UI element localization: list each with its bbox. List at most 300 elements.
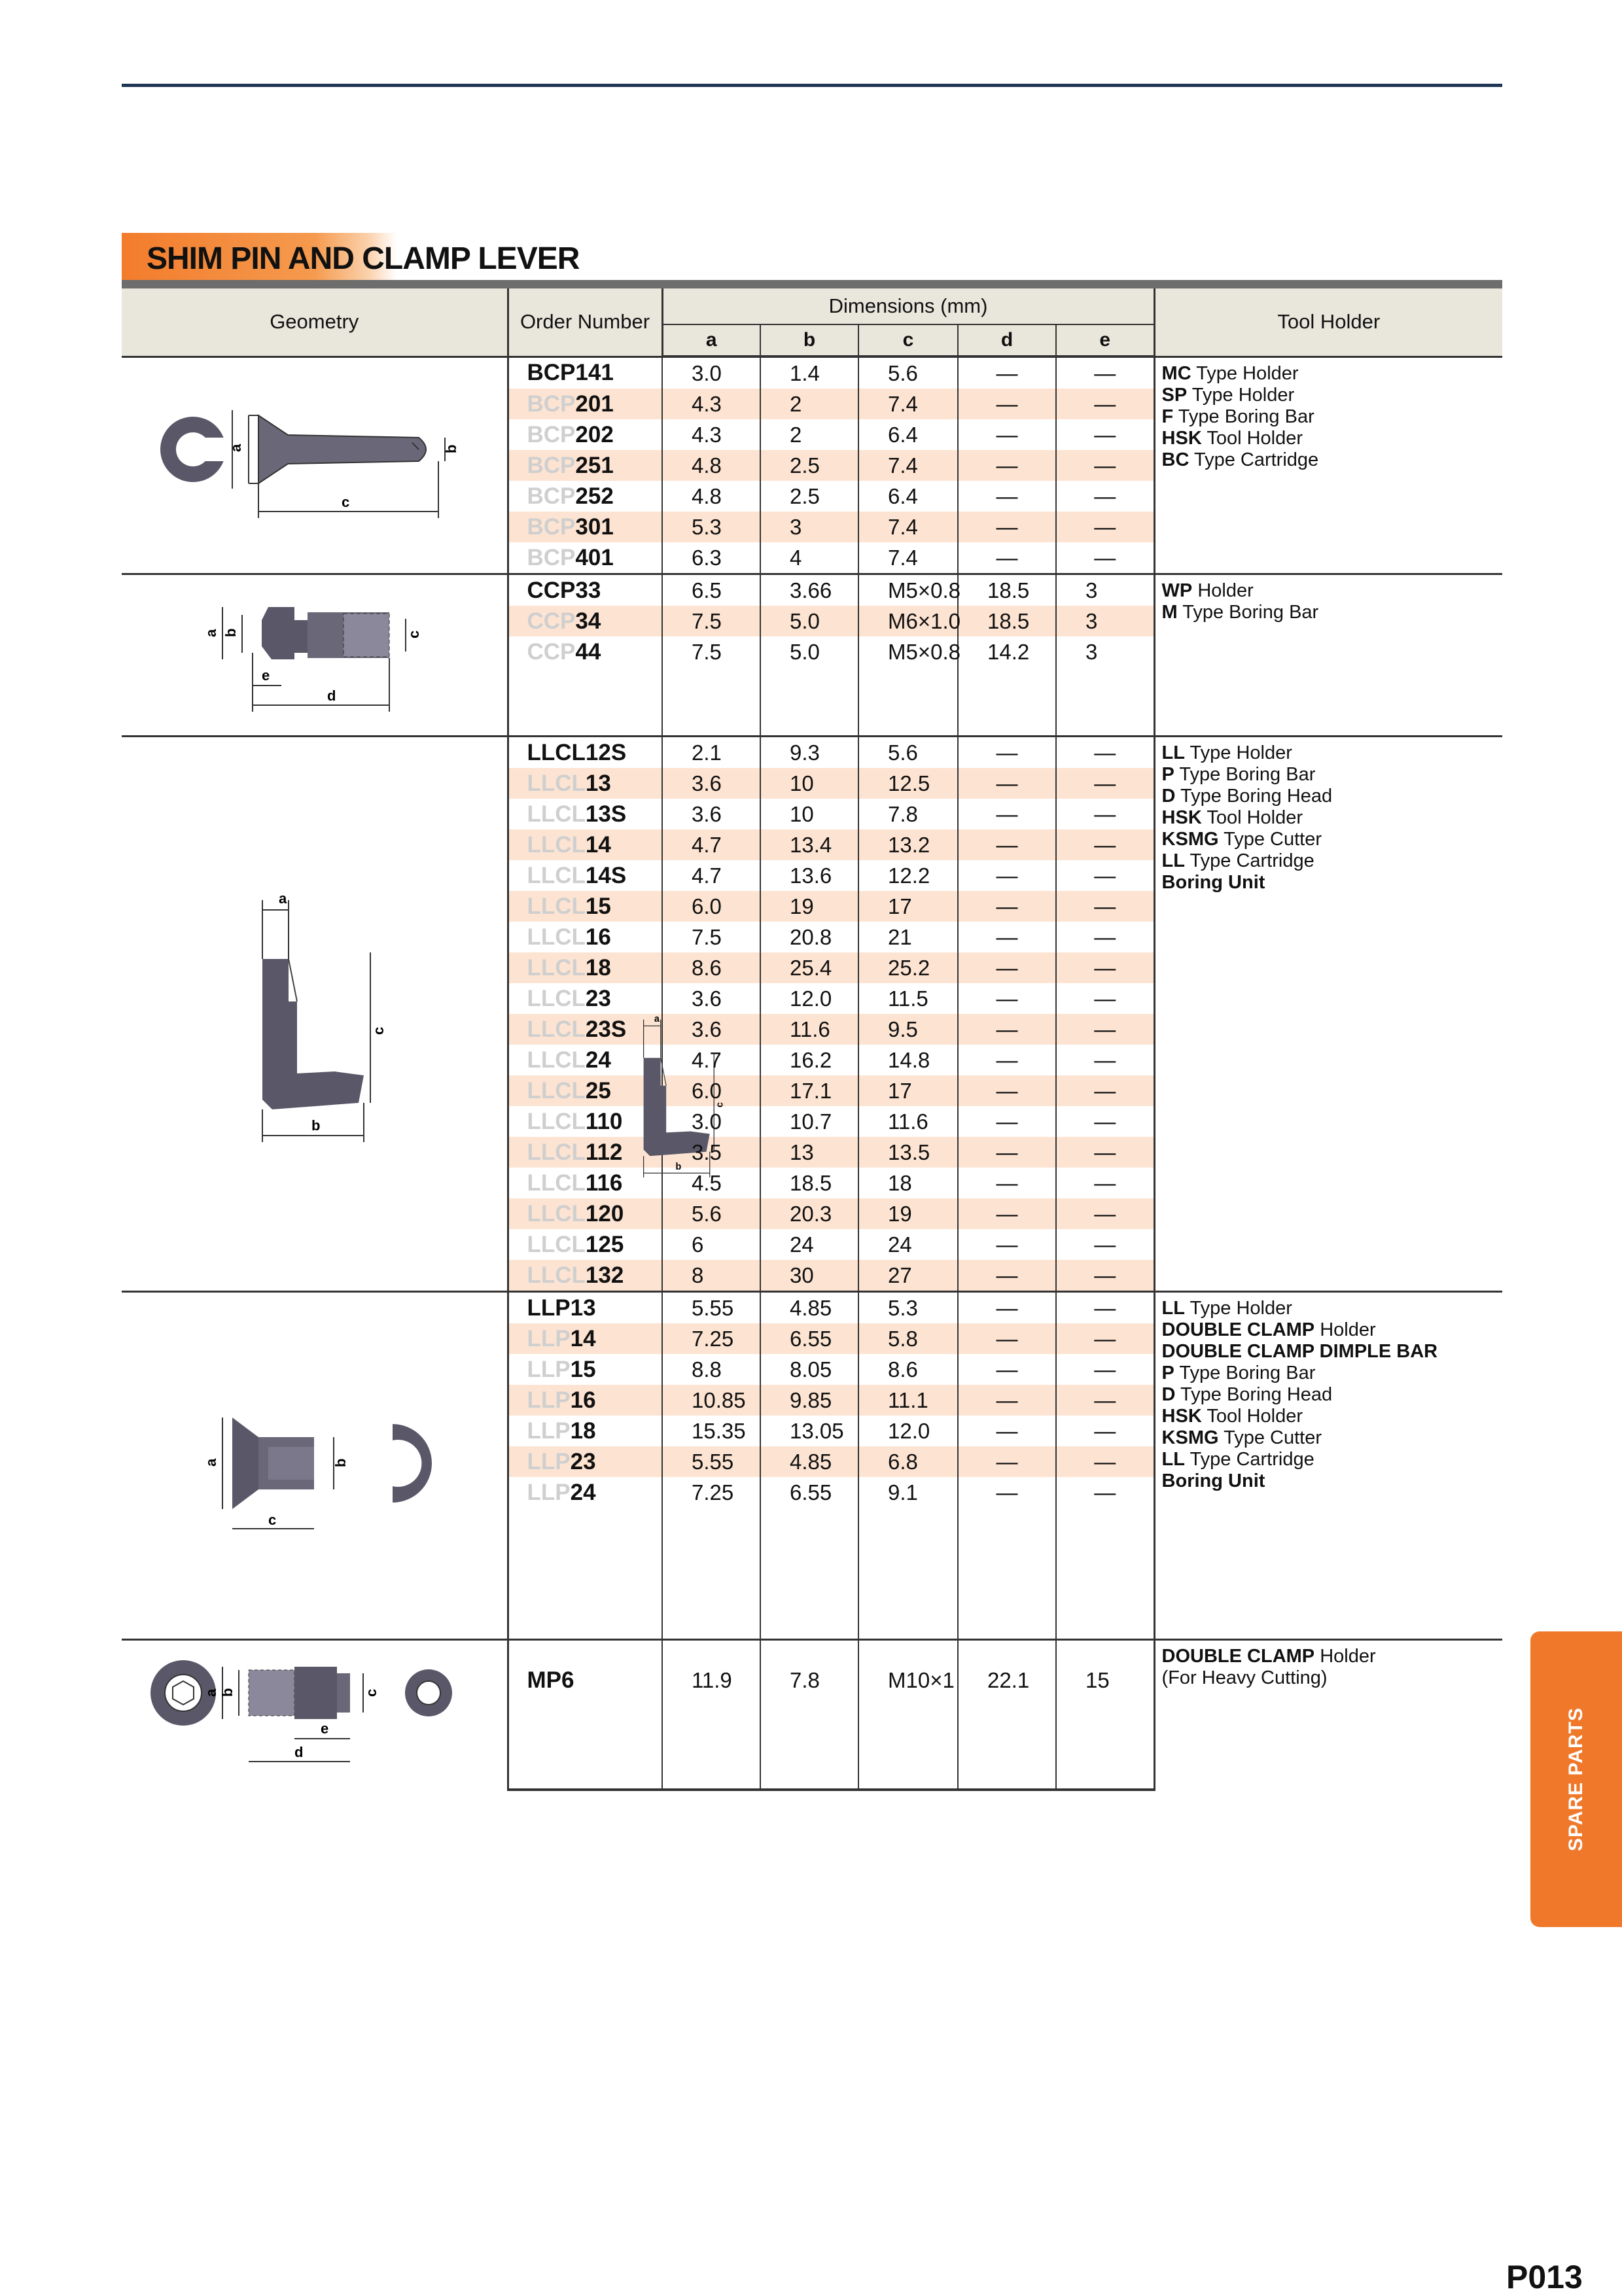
empty-cell xyxy=(760,1508,858,1540)
tool-holder-item: HSK Tool Holder xyxy=(1161,427,1303,449)
tool-holder-item: M Type Boring Bar xyxy=(1161,602,1319,623)
dim-d-value: — xyxy=(958,1137,1056,1168)
tool-holder-item: P Type Boring Bar xyxy=(1161,764,1316,785)
tool-holder-item: LL Type Holder xyxy=(1161,742,1292,763)
dim-d-value: — xyxy=(958,1292,1056,1324)
dim-d-value: — xyxy=(958,1477,1056,1508)
dim-c-value: 11.1 xyxy=(858,1385,958,1416)
dim-b-value: 13 xyxy=(760,1137,858,1168)
tool-holder-item: SP Type Holder xyxy=(1161,384,1295,406)
dim-label-e: e xyxy=(321,1720,329,1737)
dim-d-value: — xyxy=(958,542,1056,574)
dim-e-value: — xyxy=(1056,1014,1154,1045)
empty-cell xyxy=(1056,1573,1154,1606)
dim-d-value: — xyxy=(958,922,1056,952)
empty-cell xyxy=(508,1606,662,1640)
empty-cell xyxy=(1056,1606,1154,1640)
dim-b-value: 13.6 xyxy=(760,860,858,891)
dim-c-value: 6.8 xyxy=(858,1446,958,1477)
dim-d-value: — xyxy=(958,829,1056,860)
dim-d-value: — xyxy=(958,512,1056,542)
header-dimensions: Dimensions (mm) xyxy=(662,288,1154,324)
dim-b-value: 7.8 xyxy=(760,1640,858,1720)
dim-b-value: 13.4 xyxy=(760,829,858,860)
dim-label-c: c xyxy=(714,1102,726,1107)
dim-a-value: 3.6 xyxy=(662,983,760,1014)
dim-e-value: — xyxy=(1056,829,1154,860)
dim-b-value: 4.85 xyxy=(760,1292,858,1324)
empty-cell xyxy=(958,701,1056,737)
dim-b-value: 10.7 xyxy=(760,1106,858,1137)
empty-cell xyxy=(508,701,662,737)
dim-a-value: 11.9 xyxy=(662,1640,760,1720)
order-number: LLCL14 xyxy=(508,829,662,860)
dim-c-value: 9.5 xyxy=(858,1014,958,1045)
dim-d-value: — xyxy=(958,860,1056,891)
empty-cell xyxy=(858,1508,958,1540)
dim-label-c: c xyxy=(268,1511,277,1528)
dim-d-value: — xyxy=(958,1416,1056,1446)
dim-a-value: 3.6 xyxy=(662,799,760,829)
dim-a-value: 5.3 xyxy=(662,512,760,542)
dim-b-value: 5.0 xyxy=(760,636,858,667)
tool-holder-item: HSK Tool Holder xyxy=(1161,1406,1303,1427)
empty-cell xyxy=(760,1606,858,1640)
dim-d-value: 18.5 xyxy=(958,574,1056,606)
dim-d-value: — xyxy=(958,891,1056,922)
dim-d-value: — xyxy=(958,1106,1056,1137)
order-number: LLCL23S xyxy=(508,1014,662,1045)
dim-c-value: 7.4 xyxy=(858,389,958,419)
order-number: LLCL18 xyxy=(508,952,662,983)
clamp-pin-llp-diagram xyxy=(131,1339,497,1588)
dim-a-value: 15.35 xyxy=(662,1416,760,1446)
dim-e-value: — xyxy=(1056,1045,1154,1075)
empty-cell xyxy=(858,1540,958,1573)
empty-cell xyxy=(760,667,858,701)
dim-c-value: 19 xyxy=(858,1198,958,1229)
dim-c-value: 5.6 xyxy=(858,357,958,389)
order-number: BCP141 xyxy=(508,357,662,389)
header-col-d: d xyxy=(958,324,1056,357)
dim-e-value: — xyxy=(1056,952,1154,983)
tool-holder-item: LL Type Cartridge xyxy=(1161,1449,1314,1470)
tool-holder-item: LL Type Holder xyxy=(1161,1298,1292,1319)
dim-e-value: — xyxy=(1056,1292,1154,1324)
dim-c-value: 17 xyxy=(858,1075,958,1106)
clamp-lever-llcl-diagram xyxy=(122,828,488,1194)
dim-a-value: 8.8 xyxy=(662,1354,760,1385)
header-order-number: Order Number xyxy=(508,288,662,357)
dim-c-value: 21 xyxy=(858,922,958,952)
tool-holder-item: KSMG Type Cutter xyxy=(1161,829,1322,850)
dim-label-b: b xyxy=(219,1688,236,1697)
dim-b-value: 9.85 xyxy=(760,1385,858,1416)
dim-a-value: 10.85 xyxy=(662,1385,760,1416)
geometry-cell xyxy=(122,1292,508,1640)
order-number: CCP34 xyxy=(508,606,662,636)
dim-c-value: 12.5 xyxy=(858,768,958,799)
dim-d-value: 22.1 xyxy=(958,1640,1056,1720)
dim-d-value: — xyxy=(958,1323,1056,1354)
dim-label-c: c xyxy=(363,1688,380,1697)
dim-b-value: 10 xyxy=(760,799,858,829)
dim-e-value: — xyxy=(1056,799,1154,829)
empty-cell xyxy=(508,1573,662,1606)
dim-d-value: — xyxy=(958,799,1056,829)
empty-cell xyxy=(1056,1508,1154,1540)
dim-e-value: — xyxy=(1056,1075,1154,1106)
table-row xyxy=(122,1292,1502,1324)
dim-a-value: 4.8 xyxy=(662,450,760,481)
tool-holder-item: HSK Tool Holder xyxy=(1161,807,1303,828)
dim-c-value: 18 xyxy=(858,1168,958,1198)
tool-holder-cell xyxy=(1154,737,1502,1292)
dim-c-value: 13.2 xyxy=(858,829,958,860)
dim-e-value: — xyxy=(1056,389,1154,419)
dim-e-value: — xyxy=(1056,1354,1154,1385)
header-col-e: e xyxy=(1056,324,1154,357)
dim-a-value: 6.0 xyxy=(662,891,760,922)
order-number: LLCL13 xyxy=(508,768,662,799)
dim-c-value: 7.4 xyxy=(858,512,958,542)
dim-a-value: 8 xyxy=(662,1260,760,1292)
empty-cell xyxy=(958,1720,1056,1790)
title-rule xyxy=(122,280,1502,288)
tool-holder-cell xyxy=(1154,574,1502,737)
dim-e-value: — xyxy=(1056,1260,1154,1292)
spec-table-body xyxy=(122,357,1502,1790)
dim-c-value: 6.4 xyxy=(858,419,958,450)
dim-e-value: — xyxy=(1056,419,1154,450)
dim-b-value: 3.66 xyxy=(760,574,858,606)
empty-cell xyxy=(1056,667,1154,701)
tool-holder-item: D Type Boring Head xyxy=(1161,786,1333,807)
dim-d-value: — xyxy=(958,737,1056,769)
order-number: BCP251 xyxy=(508,450,662,481)
dim-d-value: — xyxy=(958,1168,1056,1198)
order-number: MP6 xyxy=(508,1640,662,1720)
dim-label-d: d xyxy=(294,1744,304,1760)
dim-e-value: — xyxy=(1056,450,1154,481)
order-number: LLCL15 xyxy=(508,891,662,922)
order-number: BCP201 xyxy=(508,389,662,419)
tool-holder-item: (For Heavy Cutting) xyxy=(1161,1667,1328,1688)
dim-a-value: 5.55 xyxy=(662,1292,760,1324)
order-number: BCP252 xyxy=(508,481,662,512)
dim-label-b: b xyxy=(311,1117,321,1134)
dim-b-value: 17.1 xyxy=(760,1075,858,1106)
dim-b-value: 1.4 xyxy=(760,357,858,389)
dim-a-value: 6.3 xyxy=(662,542,760,574)
dim-b-value: 10 xyxy=(760,768,858,799)
dim-d-value: — xyxy=(958,983,1056,1014)
order-number: LLCL12S xyxy=(508,737,662,769)
dim-e-value: — xyxy=(1056,1106,1154,1137)
dim-c-value: 8.6 xyxy=(858,1354,958,1385)
order-number: LLCL120 xyxy=(508,1198,662,1229)
dim-a-value: 3.6 xyxy=(662,768,760,799)
order-number: LLP13 xyxy=(508,1292,662,1324)
dim-b-value: 30 xyxy=(760,1260,858,1292)
empty-cell xyxy=(958,667,1056,701)
top-rule xyxy=(122,84,1502,87)
tool-holder-item: Boring Unit xyxy=(1161,872,1265,893)
tool-holder-item: DOUBLE CLAMP DIMPLE BAR xyxy=(1161,1341,1438,1362)
dim-a-value: 4.7 xyxy=(662,829,760,860)
tool-holder-item: F Type Boring Bar xyxy=(1161,406,1314,427)
dim-label-e: e xyxy=(262,667,270,684)
dim-b-value: 2 xyxy=(760,419,858,450)
dim-c-value: M5×0.8 xyxy=(858,636,958,667)
dim-d-value: — xyxy=(958,768,1056,799)
order-number: LLP16 xyxy=(508,1385,662,1416)
dim-e-value: — xyxy=(1056,481,1154,512)
order-number: BCP401 xyxy=(508,542,662,574)
order-number: LLCL110 xyxy=(508,1106,662,1137)
dim-c-value: 13.5 xyxy=(858,1137,958,1168)
order-number: CCP44 xyxy=(508,636,662,667)
dim-c-value: 6.4 xyxy=(858,481,958,512)
dim-a-value: 4.3 xyxy=(662,389,760,419)
dim-e-value: — xyxy=(1056,1416,1154,1446)
order-number: LLCL112 xyxy=(508,1137,662,1168)
empty-cell xyxy=(508,1540,662,1573)
dim-e-value: — xyxy=(1056,1198,1154,1229)
dim-label-b: b xyxy=(443,444,460,454)
empty-cell xyxy=(662,1606,760,1640)
dim-label-a: a xyxy=(654,1013,660,1024)
dim-a-value: 2.1 xyxy=(662,737,760,769)
dim-a-value: 6.5 xyxy=(662,574,760,606)
dim-c-value: 14.8 xyxy=(858,1045,958,1075)
dim-a-value: 5.55 xyxy=(662,1446,760,1477)
order-number: BCP301 xyxy=(508,512,662,542)
empty-cell xyxy=(858,1720,958,1790)
dim-c-value: 7.4 xyxy=(858,450,958,481)
dim-e-value: — xyxy=(1056,1477,1154,1508)
dim-e-value: — xyxy=(1056,1385,1154,1416)
dim-c-value: 5.8 xyxy=(858,1323,958,1354)
tool-holder-item: KSMG Type Cutter xyxy=(1161,1427,1322,1448)
dim-b-value: 25.4 xyxy=(760,952,858,983)
dim-a-value: 7.5 xyxy=(662,606,760,636)
dim-e-value: — xyxy=(1056,1446,1154,1477)
tool-holder-cell xyxy=(1154,357,1502,574)
dim-b-value: 3 xyxy=(760,512,858,542)
dim-d-value: — xyxy=(958,1045,1056,1075)
tool-holder-item: WP Holder xyxy=(1161,580,1254,601)
empty-cell xyxy=(958,1573,1056,1606)
order-number: LLCL16 xyxy=(508,922,662,952)
dim-d-value: — xyxy=(958,357,1056,389)
dim-c-value: 5.3 xyxy=(858,1292,958,1324)
table-row xyxy=(122,357,1502,389)
dim-label-a: a xyxy=(203,1688,220,1697)
dim-c-value: 24 xyxy=(858,1229,958,1260)
empty-cell xyxy=(1056,1540,1154,1573)
order-number: LLCL24 xyxy=(508,1045,662,1075)
order-number: LLCL116 xyxy=(508,1168,662,1198)
tool-holder-cell xyxy=(1154,1292,1502,1640)
dim-d-value: — xyxy=(958,1014,1056,1045)
dim-d-value: — xyxy=(958,419,1056,450)
dim-e-value: — xyxy=(1056,512,1154,542)
order-number: BCP202 xyxy=(508,419,662,450)
order-number: LLCL13S xyxy=(508,799,662,829)
dim-c-value: 27 xyxy=(858,1260,958,1292)
dim-e-value: — xyxy=(1056,357,1154,389)
order-number: LLCL23 xyxy=(508,983,662,1014)
table-row xyxy=(122,737,1502,769)
dim-c-value: M6×1.0 xyxy=(858,606,958,636)
dim-label-c: c xyxy=(342,494,350,511)
dim-d-value: 14.2 xyxy=(958,636,1056,667)
dim-e-value: — xyxy=(1056,860,1154,891)
dim-d-value: — xyxy=(958,1229,1056,1260)
dim-e-value: — xyxy=(1056,1323,1154,1354)
empty-cell xyxy=(958,1540,1056,1573)
dim-label-a: a xyxy=(203,629,220,637)
dim-c-value: 5.6 xyxy=(858,737,958,769)
dim-a-value: 7.5 xyxy=(662,636,760,667)
dim-b-value: 6.55 xyxy=(760,1477,858,1508)
geometry-cell xyxy=(122,574,508,737)
empty-cell xyxy=(858,667,958,701)
dim-d-value: — xyxy=(958,450,1056,481)
dim-label-b: b xyxy=(332,1458,349,1467)
dim-a-value: 6 xyxy=(662,1229,760,1260)
dim-b-value: 5.0 xyxy=(760,606,858,636)
dim-a-value: 3.0 xyxy=(662,357,760,389)
tool-holder-item: LL Type Cartridge xyxy=(1161,850,1314,871)
dim-d-value: — xyxy=(958,389,1056,419)
dim-a-value: 4.3 xyxy=(662,419,760,450)
tool-holder-item: MC Type Holder xyxy=(1161,362,1299,384)
dim-a-value: 3.0 xyxy=(662,1106,760,1137)
dim-b-value: 24 xyxy=(760,1229,858,1260)
empty-cell xyxy=(760,1573,858,1606)
order-number: LLCL132 xyxy=(508,1260,662,1292)
shim-pin-ccp-diagram xyxy=(131,581,497,725)
dim-e-value: — xyxy=(1056,737,1154,769)
empty-cell xyxy=(1056,701,1154,737)
page-number: P013 xyxy=(1506,2259,1583,2295)
dim-a-value: 4.7 xyxy=(662,1045,760,1075)
dim-c-value: 9.1 xyxy=(858,1477,958,1508)
empty-cell xyxy=(662,1508,760,1540)
header-col-a: a xyxy=(662,324,760,357)
order-number: LLP23 xyxy=(508,1446,662,1477)
dim-label-a: a xyxy=(279,890,287,907)
dim-d-value: — xyxy=(958,1075,1056,1106)
dim-label-d: d xyxy=(327,687,336,704)
dim-e-value: — xyxy=(1056,891,1154,922)
empty-cell xyxy=(760,1720,858,1790)
dim-e-value: — xyxy=(1056,768,1154,799)
tool-holder-item: P Type Boring Bar xyxy=(1161,1363,1316,1383)
empty-cell xyxy=(858,1606,958,1640)
dim-a-value: 4.5 xyxy=(662,1168,760,1198)
spare-parts-tab-label: SPARE PARTS xyxy=(1565,1707,1587,1851)
dim-b-value: 6.55 xyxy=(760,1323,858,1354)
dim-b-value: 4 xyxy=(760,542,858,574)
dim-b-value: 9.3 xyxy=(760,737,858,769)
empty-cell xyxy=(508,1508,662,1540)
page-title: SHIM PIN AND CLAMP LEVER xyxy=(147,241,580,276)
dim-c-value: M10×1 xyxy=(858,1640,958,1720)
dim-e-value: — xyxy=(1056,542,1154,574)
tool-holder-cell xyxy=(1154,1640,1502,1790)
order-number: LLP14 xyxy=(508,1323,662,1354)
dim-a-value: 8.6 xyxy=(662,952,760,983)
empty-cell xyxy=(508,1720,662,1790)
dim-b-value: 19 xyxy=(760,891,858,922)
dim-a-value: 4.8 xyxy=(662,481,760,512)
order-number: LLP24 xyxy=(508,1477,662,1508)
dim-c-value: 12.0 xyxy=(858,1416,958,1446)
empty-cell xyxy=(662,1573,760,1606)
dim-c-value: 17 xyxy=(858,891,958,922)
empty-cell xyxy=(760,701,858,737)
empty-cell xyxy=(662,667,760,701)
dim-b-value: 11.6 xyxy=(760,1014,858,1045)
dim-e-value: 15 xyxy=(1056,1640,1154,1720)
empty-cell xyxy=(662,1540,760,1573)
empty-cell xyxy=(1056,1720,1154,1790)
dim-e-value: 3 xyxy=(1056,606,1154,636)
dim-c-value: 7.8 xyxy=(858,799,958,829)
dim-label-a: a xyxy=(203,1458,220,1467)
order-number: LLCL125 xyxy=(508,1229,662,1260)
dim-d-value: — xyxy=(958,481,1056,512)
dim-e-value: — xyxy=(1056,922,1154,952)
dim-b-value: 8.05 xyxy=(760,1354,858,1385)
dim-b-value: 2.5 xyxy=(760,481,858,512)
dim-label-b: b xyxy=(222,628,239,637)
dim-e-value: — xyxy=(1056,1168,1154,1198)
spare-parts-tab[interactable] xyxy=(1530,1631,1622,1927)
tool-holder-item: DOUBLE CLAMP Holder xyxy=(1161,1319,1376,1340)
dim-a-value: 3.5 xyxy=(662,1137,760,1168)
tool-holder-item: D Type Boring Head xyxy=(1161,1384,1333,1405)
dim-a-value: 7.5 xyxy=(662,922,760,952)
dim-e-value: — xyxy=(1056,1229,1154,1260)
dim-e-value: 3 xyxy=(1056,636,1154,667)
tool-holder-item: BC Type Cartridge xyxy=(1161,449,1319,470)
dim-e-value: — xyxy=(1056,983,1154,1014)
dim-b-value: 20.3 xyxy=(760,1198,858,1229)
order-number: LLP18 xyxy=(508,1416,662,1446)
pin-mp6-diagram xyxy=(131,1641,497,1784)
dim-d-value: — xyxy=(958,1385,1056,1416)
dim-a-value: 4.7 xyxy=(662,860,760,891)
dim-label-c: c xyxy=(370,1026,387,1035)
empty-cell xyxy=(858,701,958,737)
geometry-cell xyxy=(122,357,508,574)
empty-cell xyxy=(760,1540,858,1573)
table-row xyxy=(122,1640,1502,1720)
dim-c-value: 11.6 xyxy=(858,1106,958,1137)
dim-a-value: 7.25 xyxy=(662,1323,760,1354)
dim-a-value: 5.6 xyxy=(662,1198,760,1229)
dim-label-b: b xyxy=(675,1162,682,1173)
dim-c-value: M5×0.8 xyxy=(858,574,958,606)
dim-a-value: 6.0 xyxy=(662,1075,760,1106)
shim-pin-bcp-diagram xyxy=(131,377,497,548)
dim-c-value: 25.2 xyxy=(858,952,958,983)
empty-cell xyxy=(662,1720,760,1790)
